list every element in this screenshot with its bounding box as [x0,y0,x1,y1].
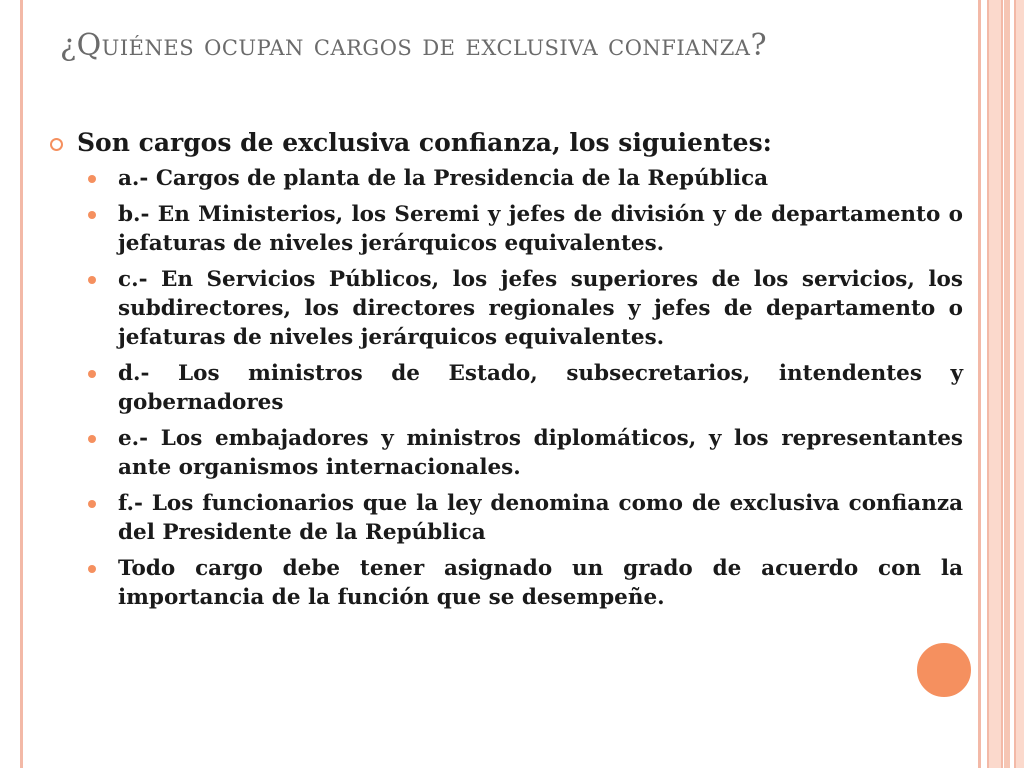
bullet-dot-icon [88,370,96,378]
list-item-text: d.- Los ministros de Estado, subsecretarios, intendentes y gobernadores [118,361,963,415]
bullet-dot-icon [88,276,96,284]
list-item [88,424,963,482]
bullet-dot-icon [88,211,96,219]
right-stripe [978,0,981,768]
bullet-dot-icon [88,175,96,183]
list-item-text: f.- Los funcionarios que la ley denomina como de exclusiva confianza del Presidente de la República [118,491,963,545]
list-item-text: c.- En Servicios Públicos, los jefes superiores de los servicios, los subdirectores, los directores regionales y jefes de departamento o jefaturas de niveles jerárquicos equivalentes. [118,267,963,350]
slide-content [48,128,963,619]
right-stripe [987,0,1003,768]
list-item [88,554,963,612]
list-item [88,359,963,417]
slide-title: ¿Quiénes ocupan cargos de exclusiva confianza? [60,28,768,63]
list-item-text: e.- Los embajadores y ministros diplomáticos, y los representantes ante organismos internacionales. [118,426,963,480]
ring-bullet-icon [50,138,63,151]
bullet-list [48,164,963,612]
list-item [88,164,963,193]
bullet-dot-icon [88,500,96,508]
list-item [88,265,963,352]
list-item-text: Todo cargo debe tener asignado un grado de acuerdo con la importancia de la función que se desempeñe. [118,556,963,610]
decorative-circle [914,640,974,700]
bullet-dot-icon [88,435,96,443]
left-border-line [20,0,23,768]
bullet-dot-icon [88,565,96,573]
intro-bullet [48,128,963,158]
list-item-text: b.- En Ministerios, los Seremi y jefes de división y de departamento o jefaturas de niveles jerárquicos equivalentes. [118,202,963,256]
right-stripe [1014,0,1024,768]
list-item [88,200,963,258]
right-stripe [1004,0,1010,768]
list-item-text: a.- Cargos de planta de la Presidencia de la República [118,166,769,191]
intro-text: Son cargos de exclusiva confianza, los siguientes: [77,128,772,157]
list-item [88,489,963,547]
